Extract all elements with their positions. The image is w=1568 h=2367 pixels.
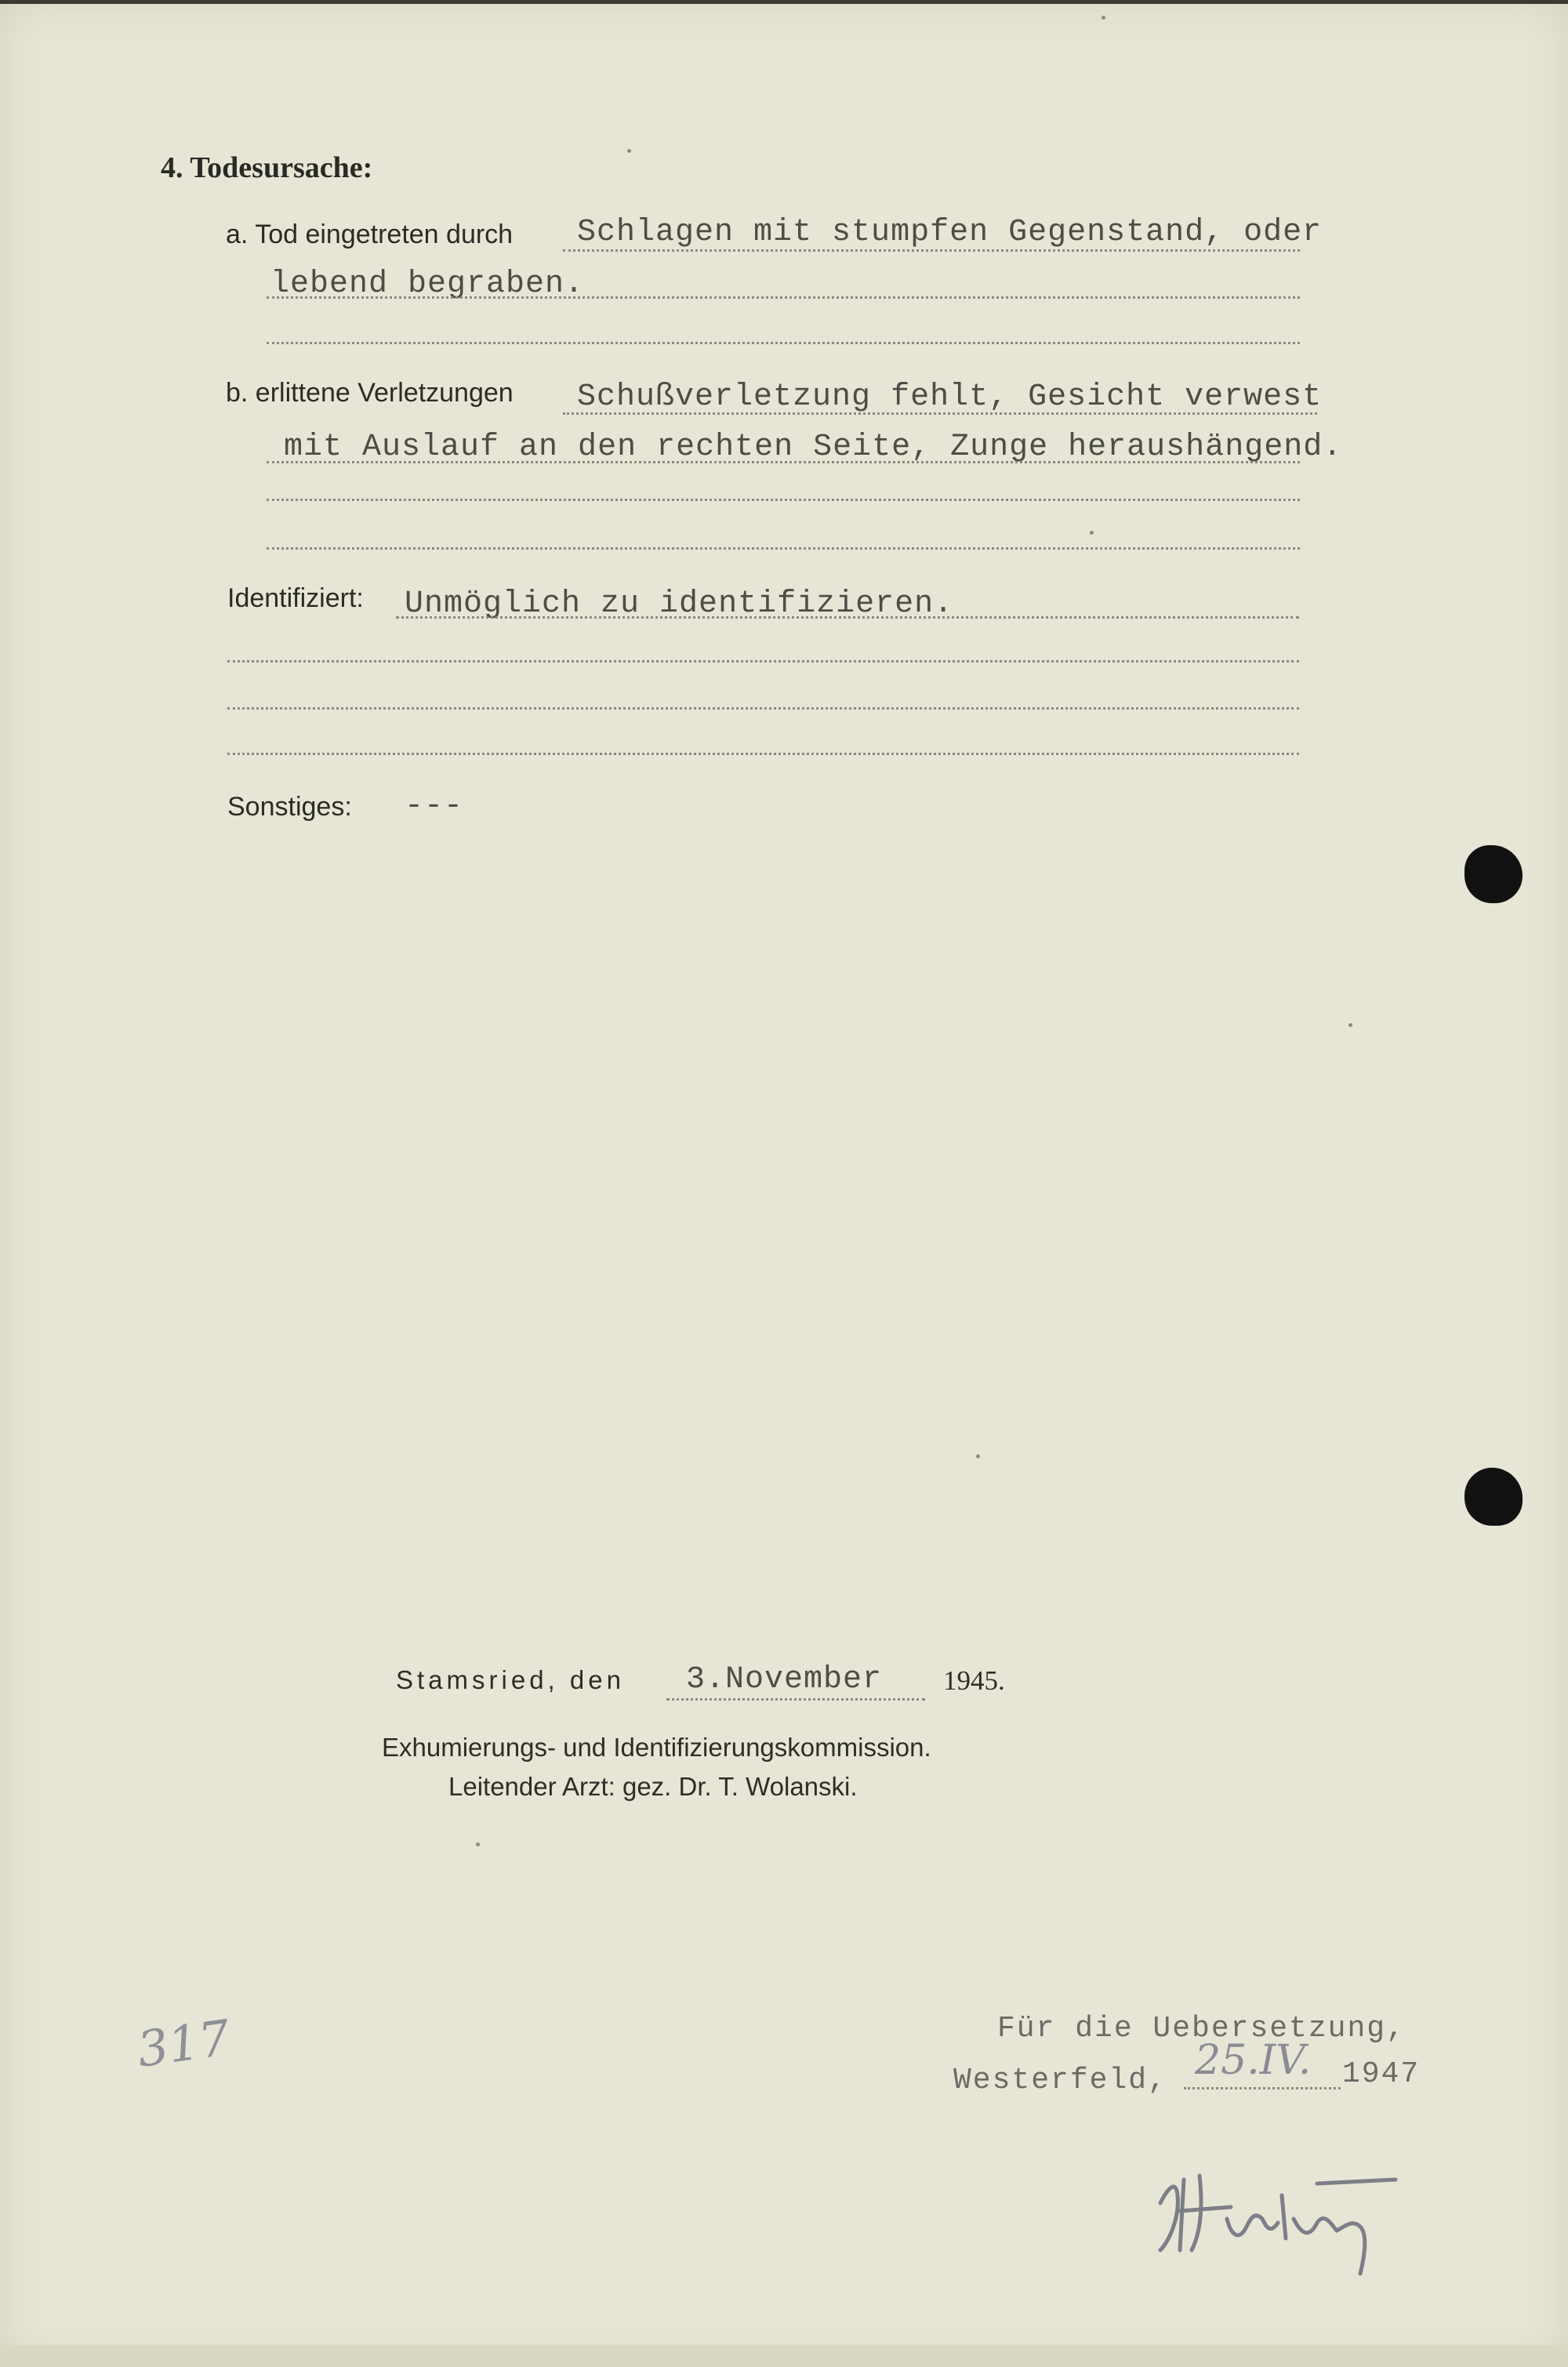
top-edge xyxy=(0,0,1568,4)
other-value: --- xyxy=(405,789,464,824)
dotted-line xyxy=(227,707,1299,710)
dotted-line xyxy=(267,296,1300,299)
page-number: 317 xyxy=(133,2009,234,2078)
punch-hole xyxy=(1465,1468,1523,1526)
paper-speck xyxy=(976,1454,980,1458)
identified-label: Identifiziert: xyxy=(227,583,364,613)
paper-speck xyxy=(627,149,631,153)
paper-speck xyxy=(1348,1023,1352,1027)
paper-speck xyxy=(1090,531,1094,535)
commission-text: Exhumierungs- und Identifizierungskommission. xyxy=(382,1733,931,1762)
cause-line2: lebend begraben. xyxy=(270,267,585,302)
cause-line1: Schlagen mit stumpfen Gegenstand, oder xyxy=(577,215,1323,250)
doctor-text: Leitender Arzt: gez. Dr. T. Wolanski. xyxy=(448,1772,858,1801)
dotted-line xyxy=(267,547,1300,550)
identified-value: Unmöglich zu identifizieren. xyxy=(405,586,954,622)
other-label: Sonstiges: xyxy=(227,792,352,822)
injuries-line1: Schußverletzung fehlt, Gesicht verwest xyxy=(577,379,1323,415)
year-value: 1945. xyxy=(943,1665,1005,1696)
signature xyxy=(1137,2133,1403,2289)
translation-date: 25.IV. xyxy=(1195,2037,1312,2084)
translation-line1: Für die Uebersetzung, xyxy=(997,2012,1406,2046)
translation-place: Westerfeld, xyxy=(953,2064,1167,2097)
paper-speck xyxy=(476,1842,480,1846)
translation-year: 1947 xyxy=(1342,2057,1421,2091)
punch-hole xyxy=(1465,845,1523,903)
section-title: 4. Todesursache: xyxy=(161,151,373,184)
dotted-line xyxy=(267,342,1300,344)
dotted-line xyxy=(1184,2087,1341,2089)
injuries-label: b. erlittene Verletzungen xyxy=(226,378,514,408)
dotted-line xyxy=(563,412,1317,415)
dotted-line xyxy=(227,660,1299,663)
bottom-edge xyxy=(0,2345,1568,2367)
dotted-line xyxy=(563,249,1300,252)
dotted-line xyxy=(666,1698,925,1701)
date-value: 3.November xyxy=(686,1662,883,1697)
cause-label: a. Tod eingetreten durch xyxy=(226,220,514,249)
dotted-line xyxy=(267,499,1300,501)
dotted-line xyxy=(227,753,1299,755)
dotted-line xyxy=(267,461,1300,463)
dotted-line xyxy=(396,616,1299,619)
injuries-line2: mit Auslauf an den rechten Seite, Zunge heraushängend. xyxy=(284,430,1343,465)
place-date-label: Stamsried, den xyxy=(396,1665,625,1694)
paper-speck xyxy=(1102,16,1105,20)
